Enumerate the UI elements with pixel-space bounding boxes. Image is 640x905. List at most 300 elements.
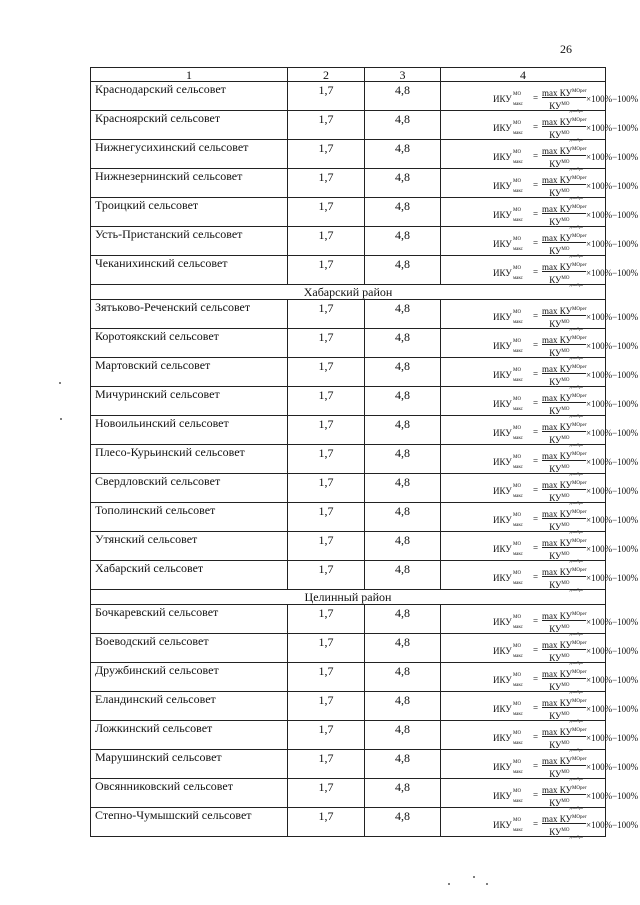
formula-lhs [493,760,523,775]
formula-denominator-superscript: МО [561,523,570,528]
value-col-3 [365,503,441,532]
formula-lhs-symbol: ИКУ [493,762,512,772]
table-row [91,256,606,285]
value-col-2-text: 1,7 [318,417,334,431]
council-name: Усть-Пристанский сельсовет [91,227,288,256]
formula-equals: = [533,311,539,321]
formula-denominator-subscript: декабрь [569,412,583,418]
formula-numerator-superscript: МО [571,670,581,675]
formula-lhs-subscript: макс [513,102,523,107]
formula-lhs-symbol: ИКУ [493,123,512,133]
formula-denominator-text: КУ [549,580,562,590]
formula-cell [441,605,639,636]
value-col-3 [365,634,441,663]
formula-cell [441,82,639,113]
formula-rhs: ×100%−100% [586,486,639,496]
formula-numerator-text: max КУ [542,335,572,345]
formula-denominator-superscript: МО [561,741,570,746]
value-col-2 [288,198,365,227]
value-col-2-text: 1,7 [318,359,334,373]
formula-numerator-subscript: рег [580,176,587,181]
formula-equals: = [533,427,539,437]
formula-lhs-superscript: МО [513,426,522,431]
index-formula [493,724,639,752]
formula-cell [441,387,639,418]
formula-numerator-superscript: МО [571,481,581,486]
value-col-2 [288,503,365,532]
index-formula [493,666,639,694]
formula-lhs [493,208,523,223]
formula-lhs-subscript: макс [513,160,523,165]
formula-numerator-text: max КУ [542,698,572,708]
formula-lhs-subscript: макс [513,378,523,383]
table-row [91,503,606,532]
section-title: Целинный район [91,590,606,605]
table-row [91,169,606,198]
formula-rhs: ×100%−100% [586,268,639,278]
formula-rhs: ×100%−100% [586,617,639,627]
formula-lhs-subscript: макс [513,799,523,804]
formula-denominator-text: КУ [549,740,562,750]
value-col-2 [288,227,365,256]
formula-denominator-superscript: МО [561,247,570,252]
formula-cell [441,634,639,665]
value-col-3 [365,256,441,285]
formula-lhs [493,484,523,499]
formula-lhs-symbol: ИКУ [493,704,512,714]
formula-denominator-subscript: декабрь [569,746,583,752]
formula-equals: = [533,209,539,219]
formula-equals: = [533,674,539,684]
formula-rhs: ×100%−100% [586,704,639,714]
table-row [91,358,606,387]
council-name: Марушинский сельсовет [91,750,288,779]
formula-equals: = [533,267,539,277]
value-col-3-text: 4,8 [395,780,410,794]
value-col-3 [365,474,441,503]
formula-denominator-superscript: МО [561,160,570,165]
formula-lhs-superscript: МО [513,266,522,271]
formula-numerator-subscript: рег [580,234,587,239]
formula-lhs-symbol: ИКУ [493,94,512,104]
table-row [91,663,606,692]
formula-lhs-superscript: МО [513,484,522,489]
value-col-3 [365,329,441,358]
formula-numerator-superscript: МО [571,336,581,341]
formula-cell [441,227,639,258]
index-formula [493,608,639,636]
formula-lhs-superscript: МО [513,339,522,344]
index-formula [493,564,639,592]
value-col-3 [365,779,441,808]
formula-lhs-symbol: ИКУ [493,573,512,583]
formula-denominator-subscript: декабрь [569,659,583,665]
formula-rhs: ×100%−100% [586,123,639,133]
formula-lhs-symbol: ИКУ [493,370,512,380]
formula-lhs-superscript: МО [513,644,522,649]
index-formula [493,230,639,258]
formula-numerator-subscript: рег [580,365,587,370]
formula-cell [441,256,639,287]
table-row [91,329,606,358]
value-col-2-text: 1,7 [318,722,334,736]
formula-equals: = [533,369,539,379]
formula-lhs [493,179,523,194]
value-col-2 [288,692,365,721]
formula-equals: = [533,790,539,800]
formula-denominator-superscript: МО [561,552,570,557]
formula-rhs: ×100%−100% [586,544,639,554]
index-formula [493,390,639,418]
formula-numerator-superscript: МО [571,699,581,704]
formula-numerator-subscript: рег [580,481,587,486]
formula-cell [441,750,639,781]
council-name: Утянский сельсовет [91,532,288,561]
formula-numerator-superscript: МО [571,539,581,544]
table-row [91,532,606,561]
formula-lhs-subscript: макс [513,654,523,659]
index-formula [493,201,639,229]
scan-speck [473,876,475,878]
formula-denominator-subscript: декабрь [569,383,583,389]
formula-equals: = [533,151,539,161]
value-col-2 [288,634,365,663]
formula-equals: = [533,340,539,350]
value-col-2 [288,329,365,358]
formula-denominator-superscript: МО [561,131,570,136]
table-row [91,634,606,663]
formula-denominator [546,577,586,597]
formula-denominator-subscript: декабрь [569,136,583,142]
formula-rhs: ×100%−100% [586,762,639,772]
table-row [91,416,606,445]
formula-numerator-superscript: МО [571,89,581,94]
formula-numerator-text: max КУ [542,233,572,243]
value-col-3 [365,692,441,721]
formula-rhs: ×100%−100% [586,733,639,743]
table-header-row [91,68,606,82]
formula-denominator-subscript: декабрь [569,165,583,171]
formula-lhs-subscript: макс [513,189,523,194]
value-col-2 [288,445,365,474]
scan-speck [448,883,450,885]
value-col-2-text: 1,7 [318,228,334,242]
formula-lhs-subscript: макс [513,741,523,746]
council-name: Краснодарский сельсовет [91,82,288,111]
formula-lhs-subscript: макс [513,131,523,136]
formula-denominator-text: КУ [549,130,562,140]
formula-lhs-symbol: ИКУ [493,791,512,801]
value-col-2 [288,169,365,198]
formula-denominator-subscript: декабрь [569,107,583,113]
value-col-3-text: 4,8 [395,751,410,765]
formula-lhs [493,513,523,528]
formula-denominator-superscript: МО [561,276,570,281]
index-formula [493,506,639,534]
index-formula [493,259,639,287]
formula-denominator-text: КУ [549,798,562,808]
formula-lhs [493,310,523,325]
formula-numerator-text: max КУ [542,727,572,737]
tariff-table [90,67,639,839]
value-col-3-text: 4,8 [395,533,410,547]
formula-numerator-text: max КУ [542,669,572,679]
value-col-2 [288,416,365,445]
formula-lhs-superscript: МО [513,513,522,518]
formula-cell [441,561,639,592]
formula-lhs [493,92,523,107]
index-formula [493,695,639,723]
index-formula [493,477,639,505]
formula-rhs: ×100%−100% [586,646,639,656]
formula-numerator-superscript: МО [571,307,581,312]
formula-numerator-subscript: рег [580,728,587,733]
formula-denominator-subscript: декабрь [569,833,583,839]
value-col-3 [365,82,441,111]
value-col-2-text: 1,7 [318,446,334,460]
value-col-3-text: 4,8 [395,359,410,373]
formula-lhs-superscript: МО [513,571,522,576]
formula-denominator-superscript: МО [561,654,570,659]
formula-lhs-subscript: макс [513,712,523,717]
scan-speck [59,382,61,384]
formula-lhs-subscript: макс [513,436,523,441]
formula-numerator-text: max КУ [542,117,572,127]
formula-lhs-subscript: макс [513,625,523,630]
council-name: Чеканихинский сельсовет [91,256,288,285]
table-row [91,750,606,779]
formula-numerator-superscript: МО [571,234,581,239]
formula-lhs [493,426,523,441]
value-col-2 [288,721,365,750]
formula-denominator-text: КУ [549,217,562,227]
formula-denominator-subscript: декабрь [569,557,583,563]
formula-numerator-superscript: МО [571,365,581,370]
value-col-2 [288,300,365,329]
table-row [91,445,606,474]
value-col-2-text: 1,7 [318,504,334,518]
formula-numerator-subscript: рег [580,118,587,123]
formula-rhs: ×100%−100% [586,399,639,409]
formula-lhs-subscript: макс [513,276,523,281]
council-name: Дружбинский сельсовет [91,663,288,692]
value-col-2-text: 1,7 [318,112,334,126]
value-col-3-text: 4,8 [395,504,410,518]
index-formula [493,303,639,331]
formula-equals: = [533,703,539,713]
value-col-3-text: 4,8 [395,330,410,344]
value-col-3 [365,808,441,837]
formula-denominator-text: КУ [549,246,562,256]
formula-numerator-text: max КУ [542,175,572,185]
formula-rhs: ×100%−100% [586,457,639,467]
council-name: Троицкий сельсовет [91,198,288,227]
formula-numerator-subscript: рег [580,263,587,268]
formula-equals: = [533,180,539,190]
formula-denominator-text: КУ [549,275,562,285]
formula-lhs [493,339,523,354]
formula-lhs-superscript: МО [513,789,522,794]
formula-numerator-subscript: рег [580,699,587,704]
value-col-3-text: 4,8 [395,228,410,242]
value-col-3 [365,300,441,329]
formula-rhs: ×100%−100% [586,573,639,583]
formula-denominator-text: КУ [549,319,562,329]
formula-rhs: ×100%−100% [586,341,639,351]
table-row [91,779,606,808]
formula-numerator-subscript: рег [580,641,587,646]
formula-lhs-symbol: ИКУ [493,210,512,220]
formula-cell [441,721,639,752]
value-col-2 [288,474,365,503]
column-header-4: 4 [441,68,606,82]
formula-lhs-subscript: макс [513,494,523,499]
formula-rhs: ×100%−100% [586,152,639,162]
formula-lhs [493,818,523,833]
value-col-2 [288,82,365,111]
formula-lhs-superscript: МО [513,310,522,315]
formula-lhs-superscript: МО [513,208,522,213]
value-col-2-text: 1,7 [318,301,334,315]
formula-denominator-text: КУ [549,551,562,561]
index-formula [493,535,639,563]
value-col-3-text: 4,8 [395,562,410,576]
formula-rhs: ×100%−100% [586,181,639,191]
value-col-3 [365,663,441,692]
formula-numerator-text: max КУ [542,422,572,432]
index-formula [493,637,639,665]
formula-lhs-subscript: макс [513,407,523,412]
formula-lhs-subscript: макс [513,770,523,775]
formula-lhs-symbol: ИКУ [493,341,512,351]
formula-numerator-superscript: МО [571,394,581,399]
formula-cell [441,532,639,563]
formula-lhs-symbol: ИКУ [493,457,512,467]
formula-lhs-superscript: МО [513,818,522,823]
value-col-2 [288,532,365,561]
formula-numerator-superscript: МО [571,263,581,268]
value-col-2 [288,605,365,634]
council-name: Еландинский сельсовет [91,692,288,721]
council-name: Свердловский сельсовет [91,474,288,503]
formula-denominator-text: КУ [549,435,562,445]
value-col-3-text: 4,8 [395,693,410,707]
formula-numerator-text: max КУ [542,146,572,156]
formula-numerator-superscript: МО [571,641,581,646]
formula-lhs-symbol: ИКУ [493,399,512,409]
formula-lhs-subscript: макс [513,683,523,688]
index-formula [493,114,639,142]
formula-lhs [493,615,523,630]
formula-numerator-subscript: рег [580,147,587,152]
value-col-2-text: 1,7 [318,330,334,344]
value-col-2-text: 1,7 [318,751,334,765]
formula-denominator-superscript: МО [561,799,570,804]
formula-numerator-superscript: МО [571,757,581,762]
value-col-3 [365,358,441,387]
value-col-3-text: 4,8 [395,170,410,184]
value-col-2 [288,750,365,779]
formula-denominator-text: КУ [549,522,562,532]
formula-lhs-superscript: МО [513,368,522,373]
formula-numerator-superscript: МО [571,786,581,791]
formula-equals: = [533,456,539,466]
formula-numerator-subscript: рег [580,786,587,791]
table-row [91,721,606,750]
formula-lhs-superscript: МО [513,455,522,460]
formula-denominator-text: КУ [549,377,562,387]
formula-denominator-subscript: декабрь [569,354,583,360]
formula-denominator-subscript: декабрь [569,717,583,723]
formula-equals: = [533,572,539,582]
table-row [91,387,606,416]
formula-cell [441,416,639,447]
value-col-2-text: 1,7 [318,562,334,576]
formula-denominator-superscript: МО [561,349,570,354]
formula-denominator-superscript: МО [561,494,570,499]
formula-denominator-text: КУ [549,464,562,474]
formula-numerator-superscript: МО [571,612,581,617]
formula-equals: = [533,485,539,495]
table-row [91,111,606,140]
formula-numerator-subscript: рег [580,89,587,94]
formula-denominator-subscript: декабрь [569,223,583,229]
value-col-2-text: 1,7 [318,475,334,489]
formula-denominator-text: КУ [549,101,562,111]
table-row [91,808,606,837]
formula-denominator-superscript: МО [561,683,570,688]
formula-lhs-superscript: МО [513,542,522,547]
value-col-3-text: 4,8 [395,417,410,431]
value-col-3-text: 4,8 [395,664,410,678]
value-col-3-text: 4,8 [395,606,410,620]
formula-equals: = [533,398,539,408]
formula-numerator-text: max КУ [542,509,572,519]
formula-denominator-superscript: МО [561,436,570,441]
value-col-2-text: 1,7 [318,606,334,620]
table-row [91,561,606,590]
index-formula [493,782,639,810]
value-col-3 [365,111,441,140]
table-row [91,605,606,634]
formula-numerator-text: max КУ [542,306,572,316]
formula-equals: = [533,616,539,626]
index-formula [493,361,639,389]
value-col-3 [365,227,441,256]
formula-lhs [493,368,523,383]
formula-equals: = [533,122,539,132]
council-name: Тополинский сельсовет [91,503,288,532]
value-col-3 [365,198,441,227]
scan-speck [486,883,488,885]
formula-rhs: ×100%−100% [586,675,639,685]
formula-denominator-subscript: декабрь [569,470,583,476]
formula-numerator-subscript: рег [580,307,587,312]
formula-numerator-superscript: МО [571,118,581,123]
formula-lhs-symbol: ИКУ [493,617,512,627]
scan-speck [60,418,62,420]
index-formula [493,143,639,171]
index-formula [493,753,639,781]
formula-denominator-text: КУ [549,653,562,663]
index-formula [493,85,639,113]
formula-denominator-subscript: декабрь [569,630,583,636]
formula-cell [441,808,639,839]
column-header-2: 2 [288,68,365,82]
council-name: Ложкинский сельсовет [91,721,288,750]
formula-denominator-text: КУ [549,682,562,692]
formula-lhs [493,731,523,746]
